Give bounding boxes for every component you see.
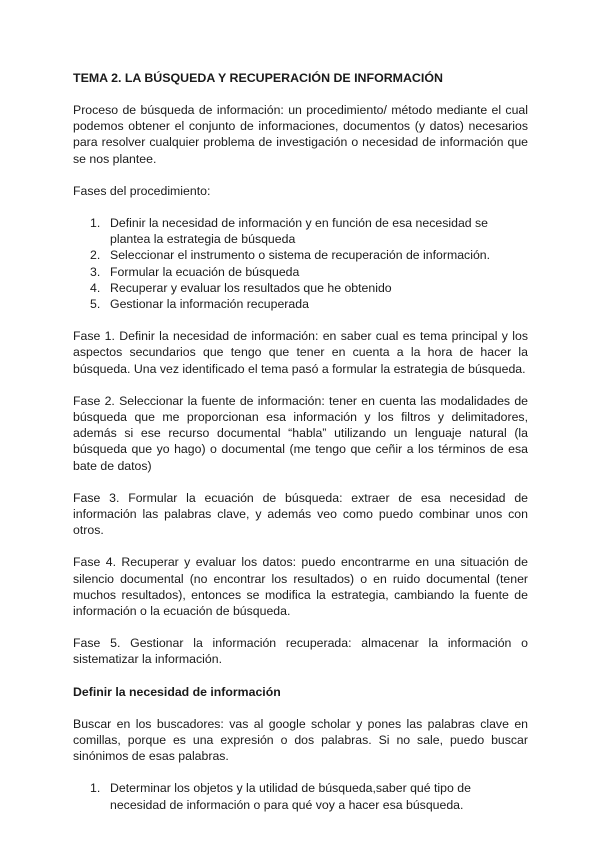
list-number: 3.: [90, 264, 101, 279]
list-item-text: Definir la necesidad de información y en función de esa necesidad se plantea la estrategia de búsqueda: [110, 216, 489, 247]
intro-paragraph: Proceso de búsqueda de información: un procedimiento/ método mediante el cual podemos obtener el conjunto de informaciones, documentos (y datos) necesarios para resolver cualquier problema de investigación o necesidad de información que se nos plantee.: [73, 103, 528, 166]
list-item-text: Seleccionar el instrumento o sistema de recuperación de información.: [110, 248, 491, 263]
list-item: [73, 280, 528, 296]
list-item-text: Recuperar y evaluar los resultados que he obtenido: [110, 280, 392, 295]
document-content: [73, 70, 528, 829]
section-heading: Definir la necesidad de información: [73, 684, 281, 699]
section-list: [73, 780, 528, 812]
list-item: [73, 264, 528, 280]
section-paragraph: Buscar en los buscadores: vas al google scholar y pones las palabras clave en comillas, porque es una expresión o dos palabras. Si no sale, puedo buscar sinónimos de esas palabras.: [73, 716, 528, 764]
list-item: [73, 296, 528, 312]
document-title: TEMA 2. LA BÚSQUEDA Y RECUPERACIÓN DE INFORMACIÓN: [73, 71, 443, 85]
list-item-text: Determinar los objetos y la utilidad de búsqueda,saber qué tipo de necesidad de información o para qué voy a hacer esa búsqueda.: [110, 781, 471, 812]
list-item-text: Formular la ecuación de búsqueda: [110, 264, 300, 279]
list-item: [73, 247, 528, 263]
phases-list: [73, 215, 528, 312]
list-number: 4.: [90, 280, 101, 295]
list-number: 1.: [90, 781, 101, 796]
phases-heading: Fases del procedimiento:: [73, 183, 211, 198]
phase-1-paragraph: Fase 1. Definir la necesidad de información: en saber cual es tema principal y los aspectos secundarios que tengo que tener en cuenta a la hora de hacer la búsqueda. Una vez identificado el tema pasó a formular la estrategia de búsqueda.: [73, 329, 528, 376]
list-number: 1.: [90, 216, 101, 231]
phase-2-paragraph: Fase 2. Seleccionar la fuente de información: tener en cuenta las modalidades de búsqueda que me proporcionan esa información y los filtros y delimitadores, además si ese recurso documental “habla” utilizando un lenguaje natural (la búsqueda que yo hago) o documental (me tengo que ceñir a los términos de esa bate de datos): [73, 393, 528, 473]
list-number: 5.: [90, 297, 101, 312]
list-item-text: Gestionar la información recuperada: [110, 297, 309, 312]
list-item: [73, 215, 528, 247]
phase-3-paragraph: Fase 3. Formular la ecuación de búsqueda: extraer de esa necesidad de información las palabras clave, y además veo como puedo combinar unos con otros.: [73, 490, 528, 538]
phase-4-paragraph: Fase 4. Recuperar y evaluar los datos: puedo encontrarme en una situación de silencio documental (no encontrar los resultados) o en ruido documental (tener muchos resultados), entonces se modifica la estrategia, cambiando la fuente de información o la ecuación de búsqueda.: [73, 555, 528, 619]
phase-5-paragraph: Fase 5. Gestionar la información recuperada: almacenar la información o sistematizar la información.: [73, 636, 528, 667]
list-item: [73, 780, 528, 812]
list-number: 2.: [90, 248, 101, 263]
